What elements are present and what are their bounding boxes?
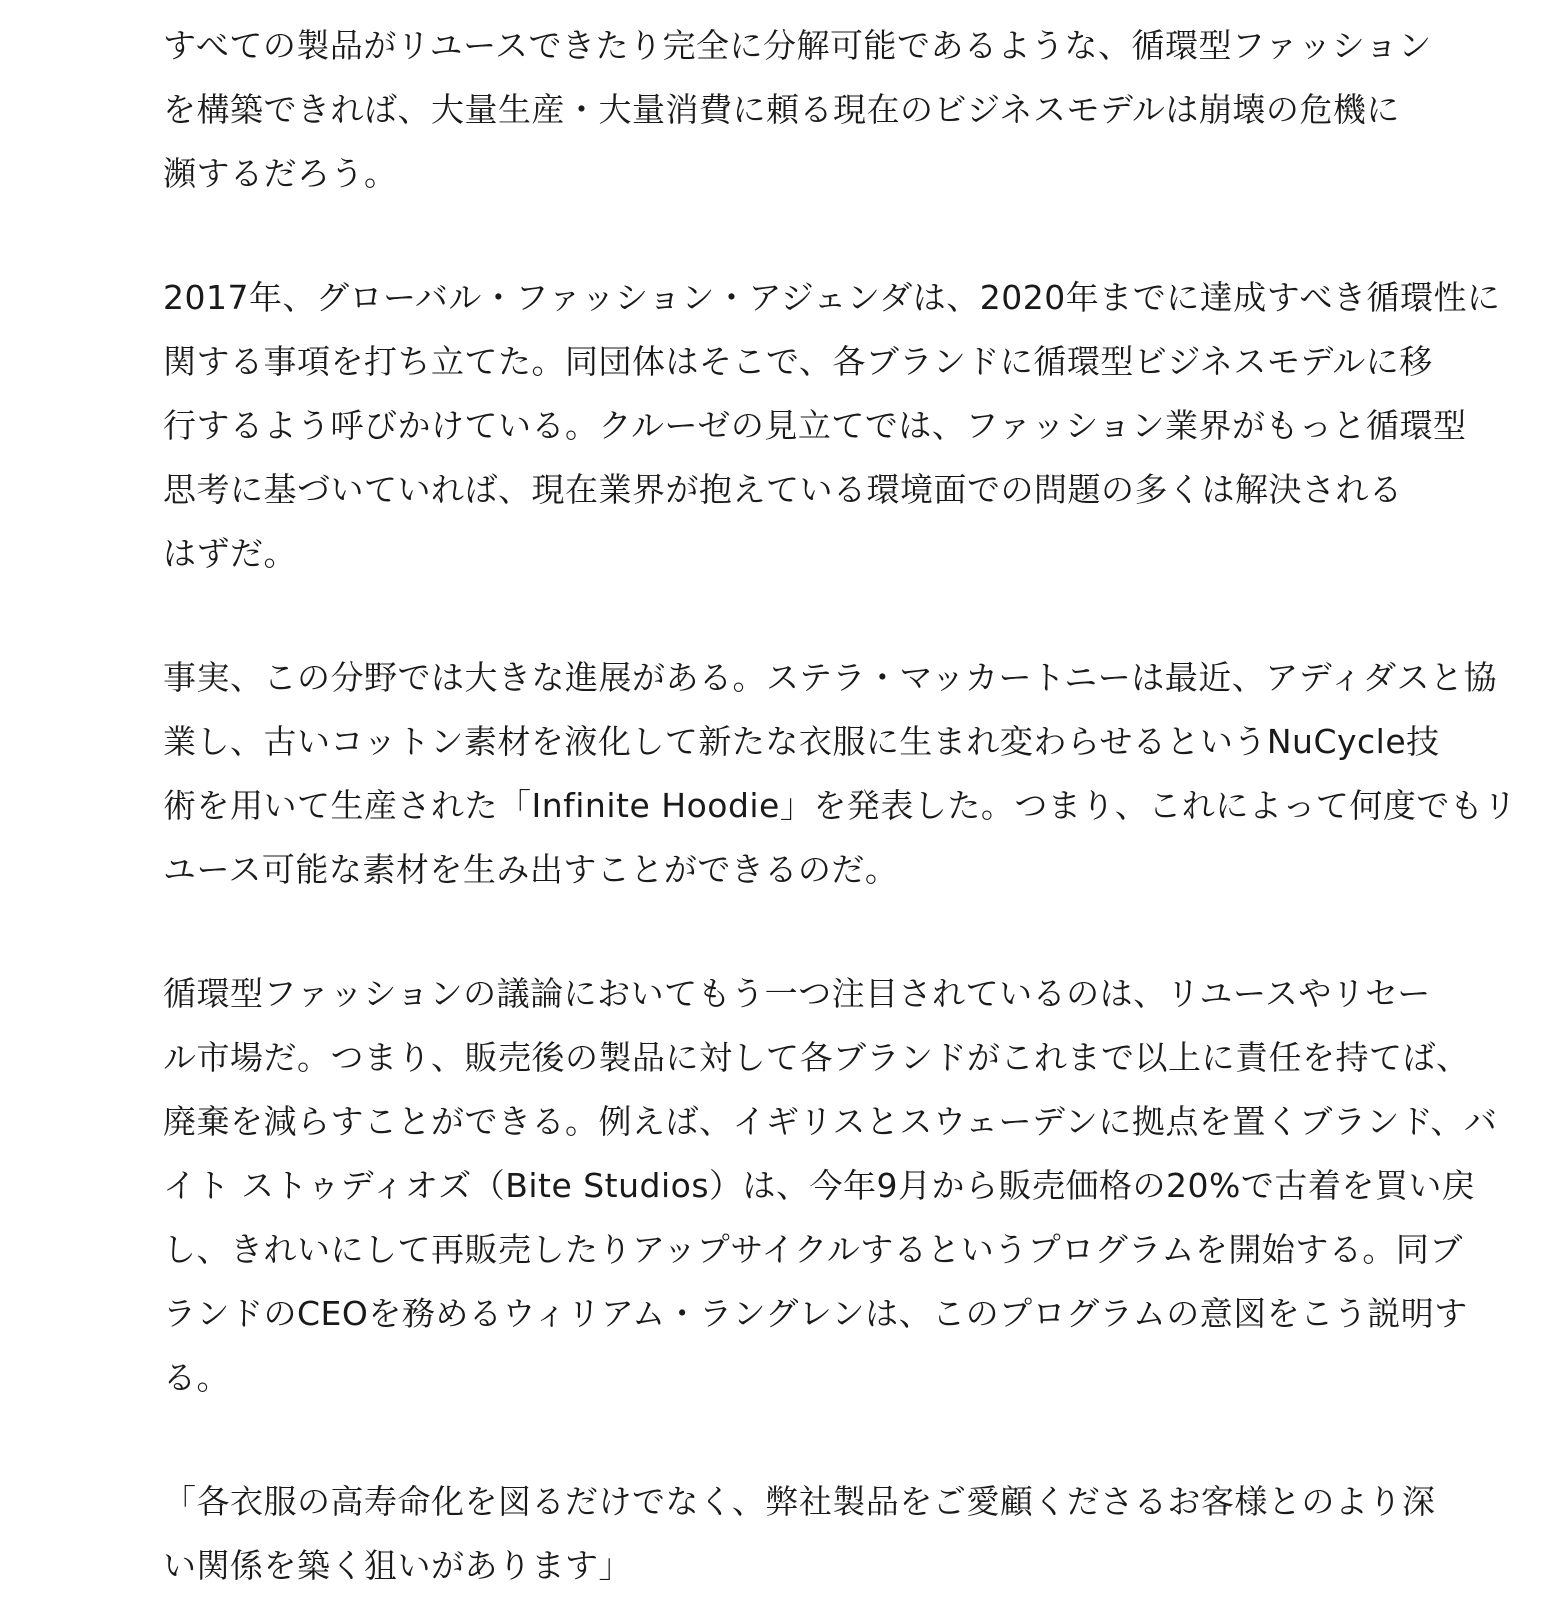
paragraph-ceo-quote — [163, 1470, 1443, 1598]
text-line: し、きれいにして再販売したりアップサイクルするというプログラムを開始する。同ブ — [163, 1230, 1463, 1269]
paragraph-spacer — [163, 1410, 1443, 1470]
text-line: すべての製品がリユースできたり完全に分解可能であるような、循環型ファッション — [163, 26, 1432, 65]
text-line: イト ストゥディオズ（Bite Studios）は、今年9月から販売価格の20%で古着を買い戻 — [163, 1166, 1476, 1205]
text-line: 業し、古いコットン素材を液化して新たな衣服に生まれ変わらせるというNuCycle技 — [163, 722, 1440, 761]
paragraph-global-fashion-agenda — [163, 266, 1501, 586]
text-line: ランドのCEOを務めるウィリアム・ラングレンは、このプログラムの意図をこう説明す — [163, 1294, 1468, 1333]
text-line: はずだ。 — [163, 534, 297, 573]
paragraph-spacer — [163, 586, 1443, 646]
paragraph-resale-market — [163, 962, 1498, 1410]
paragraph-spacer — [163, 206, 1443, 266]
paragraph-circular-fashion-intro — [163, 14, 1443, 206]
text-line: ユース可能な素材を生み出すことができるのだ。 — [163, 850, 899, 889]
text-line: 思考に基づいていれば、現在業界が抱えている環境面での問題の多くは解決される — [163, 470, 1403, 509]
text-line: 関する事項を打ち立てた。同団体はそこで、各ブランドに循環型ビジネスモデルに移 — [163, 342, 1433, 381]
text-line: 2017年、グローバル・ファッション・アジェンダは、2020年までに達成すべき循環性に — [163, 278, 1501, 317]
paragraph-infinite-hoodie — [163, 646, 1517, 902]
text-line: を構築できれば、大量生産・大量消費に頼る現在のビジネスモデルは崩壊の危機に — [163, 90, 1400, 129]
text-line: る。 — [163, 1358, 230, 1397]
text-line: 瀕するだろう。 — [163, 154, 398, 193]
text-line: 廃棄を減らすことができる。例えば、イギリスとスウェーデンに拠点を置くブランド、バ — [163, 1102, 1498, 1141]
paragraph-spacer — [163, 902, 1443, 962]
text-line: い関係を築く狙いがあります」 — [163, 1546, 632, 1585]
article-body — [163, 14, 1517, 1598]
text-line: 行するよう呼びかけている。クルーゼの見立てでは、ファッション業界がもっと循環型 — [163, 406, 1467, 445]
text-line: 「各衣服の高寿命化を図るだけでなく、弊社製品をご愛顧くださるお客様とのより深 — [163, 1482, 1436, 1521]
text-line: 事実、この分野では大きな進展がある。ステラ・マッカートニーは最近、アディダスと協 — [163, 658, 1498, 697]
text-line: ル市場だ。つまり、販売後の製品に対して各ブランドがこれまで以上に責任を持てば、 — [163, 1038, 1470, 1077]
text-line: 循環型ファッションの議論においてもう一つ注目されているのは、リユースやリセー — [163, 974, 1431, 1013]
text-line: 術を用いて生産された「Infinite Hoodie」を発表した。つまり、これによって何度でもリ — [163, 786, 1517, 825]
